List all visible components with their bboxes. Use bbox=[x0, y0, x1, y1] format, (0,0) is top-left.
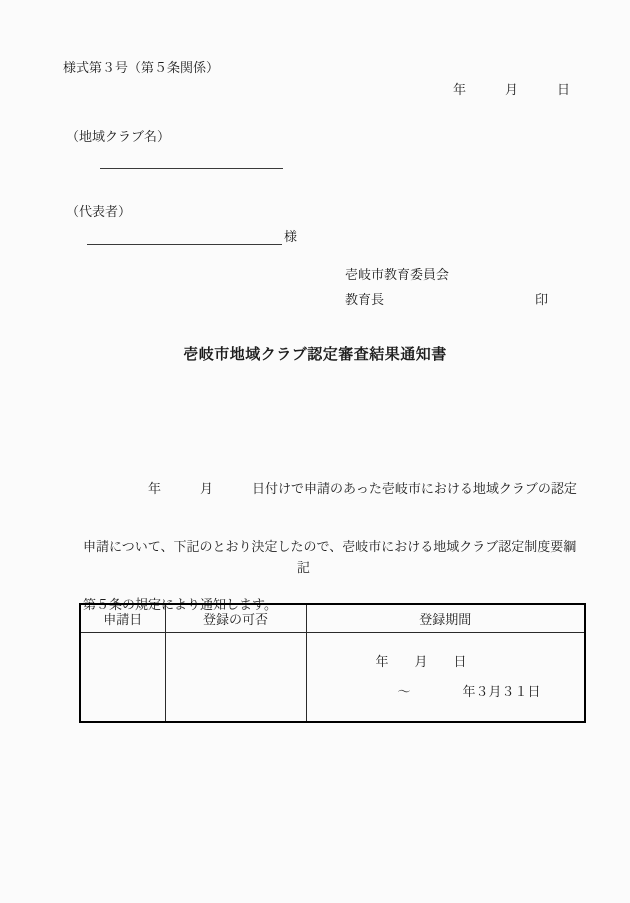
table-row bbox=[80, 633, 585, 723]
representative-row bbox=[87, 226, 297, 245]
issue-date-line: 年 月 日 bbox=[452, 82, 570, 97]
registration-period-line1: 年 月 日 bbox=[375, 654, 467, 669]
col-header-application-date: 申請日 bbox=[80, 604, 165, 633]
body-line-3: 第５条の規定により通知します。 bbox=[83, 597, 277, 612]
col-header-registration-period: 登録期間 bbox=[306, 604, 585, 633]
issuer-title-row bbox=[345, 289, 548, 308]
note-marker-ki: 記 bbox=[297, 560, 311, 575]
table-header-row bbox=[80, 604, 585, 633]
registration-period-line2: ～ 年３月３１日 bbox=[397, 684, 541, 699]
club-name-blank-line bbox=[100, 168, 283, 169]
body-line-2: 申請について、下記のとおり決定したので、壱岐市における地域クラブ認定制度要綱 bbox=[83, 539, 577, 554]
col-header-registration-approval: 登録の可否 bbox=[165, 604, 306, 633]
cell-registration-approval bbox=[165, 633, 306, 723]
honorific-sama: 様 bbox=[284, 229, 298, 244]
issuer-organization: 壱岐市教育委員会 bbox=[345, 267, 450, 282]
cell-registration-period bbox=[306, 633, 585, 723]
cell-application-date bbox=[80, 633, 165, 723]
representative-blank-line bbox=[87, 227, 282, 245]
seal-mark: 印 bbox=[534, 292, 548, 307]
representative-label: （代表者） bbox=[66, 204, 132, 219]
issuer-title: 教育長 bbox=[345, 292, 385, 307]
result-table bbox=[79, 603, 586, 723]
form-number: 様式第３号（第５条関係） bbox=[63, 60, 220, 75]
club-name-label: （地域クラブ名） bbox=[66, 129, 171, 144]
document-title: 壱岐市地域クラブ認定審査結果通知書 bbox=[183, 347, 447, 363]
body-line-1: 年 月 日付けで申請のあった壱岐市における地域クラブの認定 bbox=[83, 481, 577, 496]
